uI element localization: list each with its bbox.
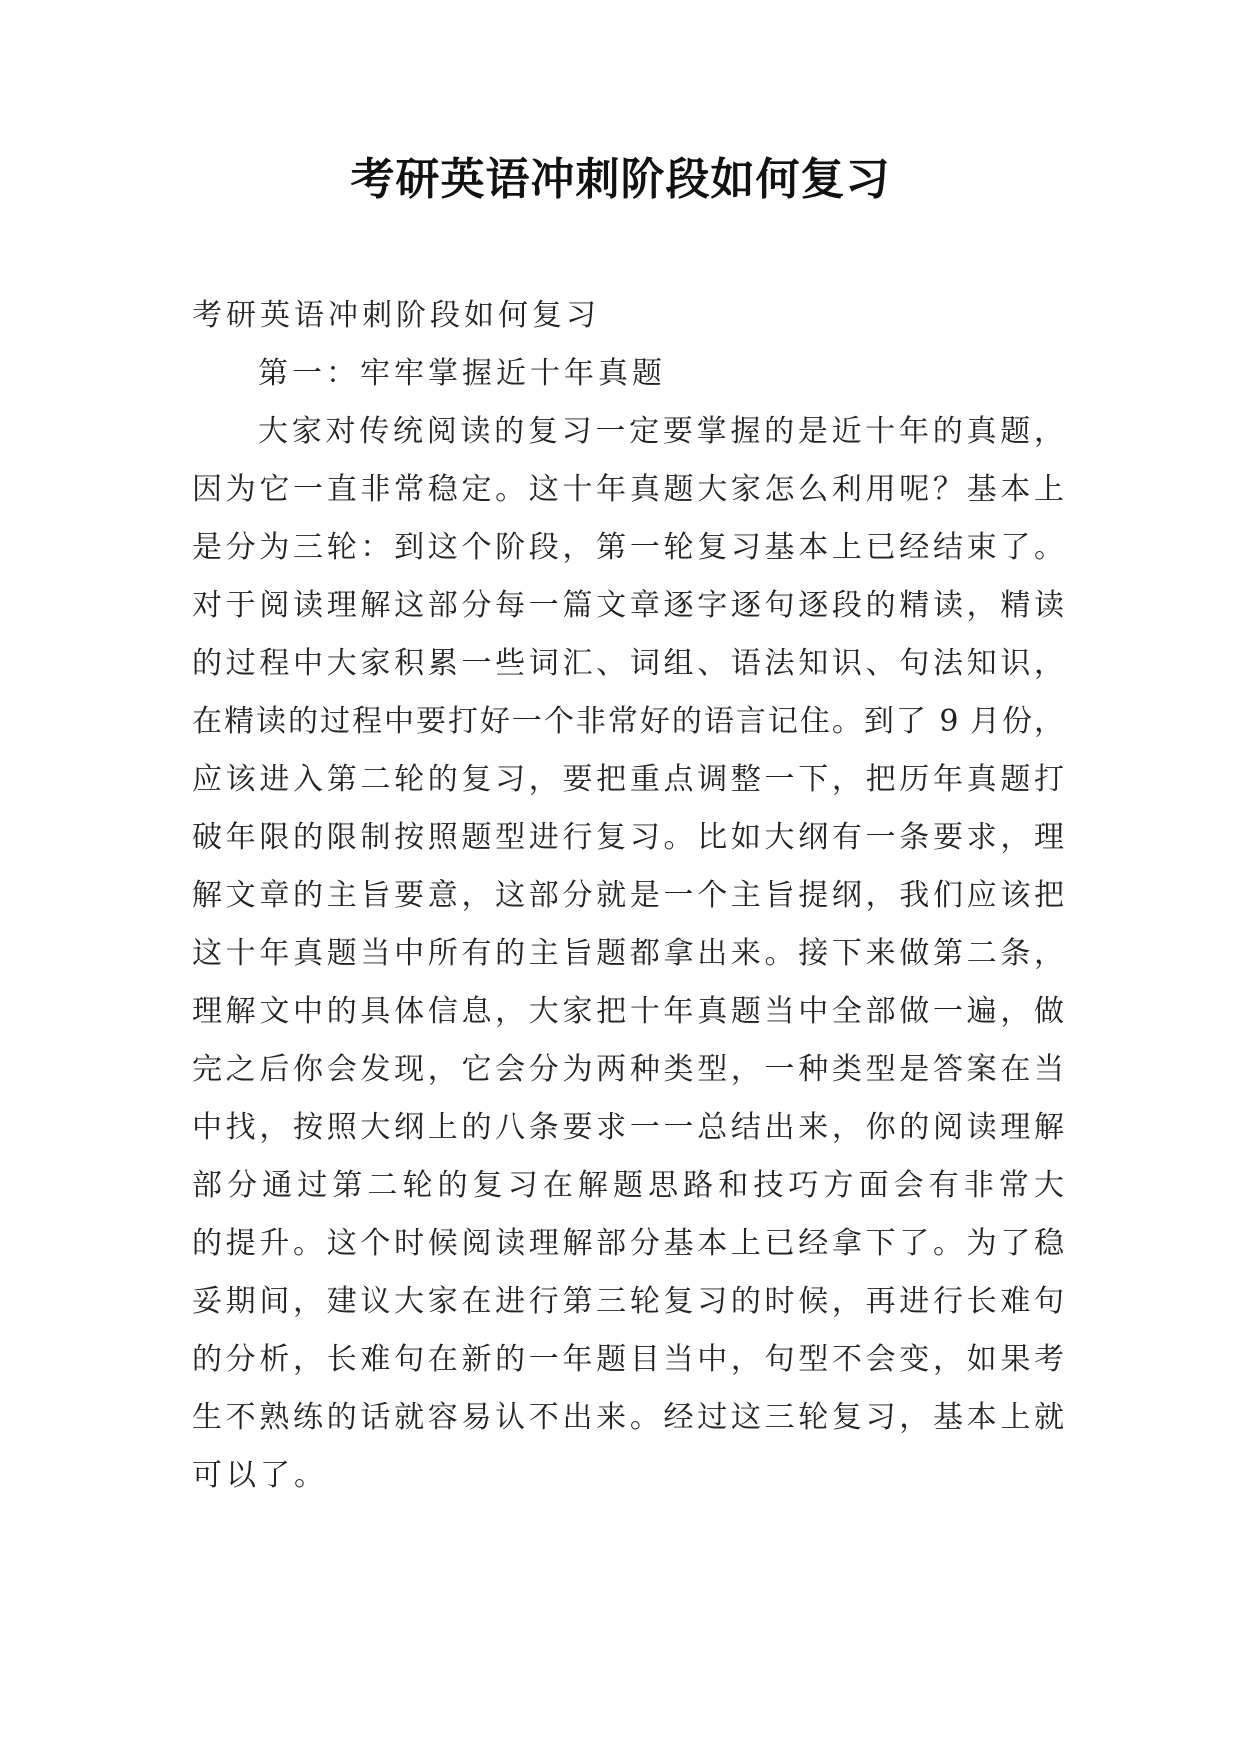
paragraph-line: 部分通过第二轮的复习在解题思路和技巧方面会有非常大 <box>192 1168 1064 1203</box>
paragraph-line: 大家对传统阅读的复习一定要掌握的是近十年的真题， <box>258 414 1064 449</box>
document-title: 考研英语冲刺阶段如何复习 <box>350 154 891 205</box>
paragraph-line: 完之后你会发现，它会分为两种类型，一种类型是答案在当 <box>192 1052 1064 1087</box>
paragraph-line: 解文章的主旨要意，这部分就是一个主旨提纲，我们应该把 <box>192 878 1064 913</box>
document-subtitle: 考研英语冲刺阶段如何复习 <box>192 298 600 333</box>
section-heading: 第一：牢牢掌握近十年真题 <box>258 356 666 391</box>
paragraph-line: 因为它一直非常稳定。这十年真题大家怎么利用呢？基本上 <box>192 472 1064 507</box>
paragraph-line: 的过程中大家积累一些词汇、词组、语法知识、句法知识， <box>192 646 1064 681</box>
document-body <box>192 287 1064 1505</box>
paragraph-line: 的提升。这个时候阅读理解部分基本上已经拿下了。为了稳 <box>192 1226 1064 1261</box>
paragraph-line: 应该进入第二轮的复习，要把重点调整一下，把历年真题打 <box>192 762 1064 797</box>
paragraph-line: 的分析，长难句在新的一年题目当中，句型不会变，如果考 <box>192 1342 1064 1377</box>
paragraph-line: 这十年真题当中所有的主旨题都拿出来。接下来做第二条， <box>192 936 1064 971</box>
paragraph-line: 是分为三轮：到这个阶段，第一轮复习基本上已经结束了。 <box>192 530 1064 565</box>
paragraph-line: 生不熟练的话就容易认不出来。经过这三轮复习，基本上就 <box>192 1400 1064 1435</box>
paragraph-line: 破年限的限制按照题型进行复习。比如大纲有一条要求，理 <box>192 820 1064 855</box>
paragraph-line: 妥期间，建议大家在进行第三轮复习的时候，再进行长难句 <box>192 1284 1064 1319</box>
paragraph-line: 在精读的过程中要打好一个非常好的语言记住。到了 9 月份， <box>192 704 1064 739</box>
paragraph-line: 对于阅读理解这部分每一篇文章逐字逐句逐段的精读，精读 <box>192 588 1064 623</box>
paragraph-line: 理解文中的具体信息，大家把十年真题当中全部做一遍，做 <box>192 994 1064 1029</box>
paragraph-line: 中找，按照大纲上的八条要求一一总结出来，你的阅读理解 <box>192 1110 1064 1145</box>
paragraph-line: 可以了。 <box>192 1458 328 1493</box>
